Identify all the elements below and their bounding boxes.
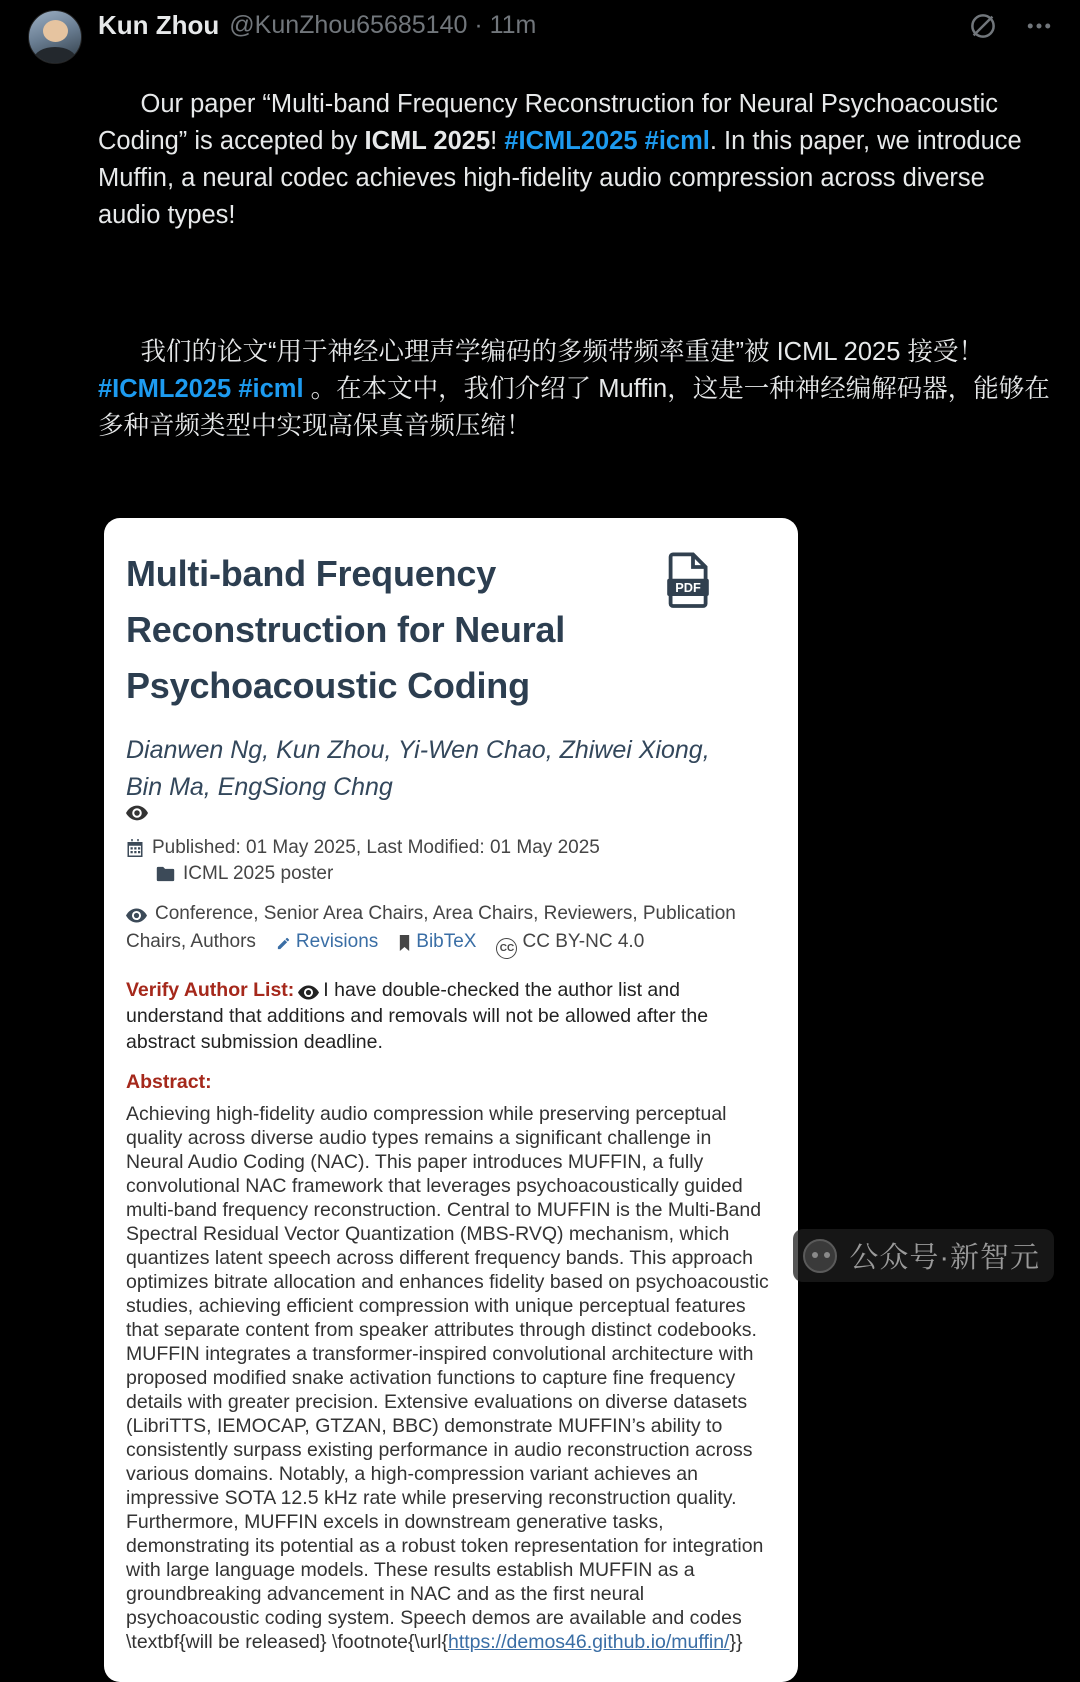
hashtag-icml[interactable]: #icml	[644, 127, 710, 155]
more-icon[interactable]	[1024, 11, 1054, 41]
tweet-text-english	[98, 49, 1054, 271]
grok-icon[interactable]	[968, 11, 998, 41]
author-handle-time[interactable]: @KunZhou65685140 · 11m	[229, 11, 537, 39]
folder-icon	[156, 866, 175, 882]
bookmark-icon	[398, 935, 411, 951]
venue-label: ICML 2025 poster	[183, 862, 334, 884]
tweet-text-run: 我们的论文“用于神经心理声学编码的多频带频率重建”被 ICML 2025 接受！	[140, 338, 984, 366]
cc-icon: CC	[496, 938, 517, 959]
space	[638, 127, 645, 155]
tweet-text-run: !	[490, 127, 505, 155]
watermark-text: 公众号·新智元	[849, 1242, 1040, 1274]
verify-eye-icon	[298, 985, 319, 1000]
authors-eye-icon[interactable]	[126, 805, 736, 821]
tweet-text-run: 。在本文中，我们介绍了 Muffin，这是一种神经编解码器，能够在多种音频类型中实现高保真音频压缩！	[98, 375, 1050, 440]
abstract-text	[126, 1102, 770, 1654]
hashtag-icml2025[interactable]: #ICML2025	[504, 127, 638, 155]
readers-eye-icon	[126, 908, 147, 923]
abstract-tail: }}	[729, 1630, 743, 1653]
pdf-icon-label: PDF	[675, 579, 701, 595]
paper-card[interactable]	[104, 518, 798, 1682]
license-link[interactable]	[496, 931, 644, 952]
tweet-text-chinese	[98, 297, 1054, 482]
demo-url-link[interactable]: https://demos46.github.io/muffin/	[447, 1630, 730, 1653]
readers-list: Conference, Senior Area Chairs, Area Chairs, Reviewers, Publication Chairs, Authors	[126, 902, 736, 952]
avatar[interactable]	[28, 10, 82, 64]
bibtex-label: BibTeX	[416, 930, 477, 952]
revisions-icon	[276, 936, 291, 951]
calendar-icon	[126, 839, 144, 857]
bibtex-link[interactable]	[398, 931, 476, 952]
verify-author-row	[126, 977, 770, 1055]
paper-title: Multi-band Frequency Reconstruction for Neural Psychoacoustic Coding	[126, 553, 566, 707]
author-name[interactable]: Kun Zhou	[98, 10, 220, 40]
revisions-link[interactable]	[276, 931, 378, 952]
xinzhiyuan-logo-icon	[803, 1239, 837, 1273]
verify-text: I have double-checked the author list and understand that additions and removals will not be allowed after the abstract submission deadline.	[126, 978, 709, 1053]
tweet-header	[98, 10, 1054, 41]
tweet-text-bold: ICML 2025	[364, 127, 491, 155]
publication-meta-row	[126, 837, 770, 888]
readers-row	[126, 900, 770, 959]
paper-authors[interactable]: Dianwen Ng, Kun Zhou, Yi-Wen Chao, Zhiwei Xiong, Bin Ma, EngSiong Chng	[126, 736, 710, 801]
abstract-body: Achieving high-fidelity audio compression while preserving perceptual quality across diverse audio types remains a significant challenge in Neural Audio Coding (NAC). This paper introduces MUFFIN, a fully convolutional NAC framework that leverages psychoacoustically guided multi-band frequency reconstruction. Central to MUFFIN is the Multi-Band Spectral Residual Vector Quantization (MBS-RVQ) mechanism, which quantizes latent speech across different frequency bands. This approach optimizes bitrate allocation and enhances fidelity based on psychoacoustic studies, achieving efficient compression with unique perceptual features that separate content from speaker attributes through distinct codebooks. MUFFIN integrates a transformer-inspired convolutional architecture with proposed modified snake activation functions to capture fine frequency details with greater precision. Extensive evaluations on diverse datasets (LibriTTS, IEMOCAP, GTZAN, BBC) demonstrate MUFFIN’s ability to consistently surpass existing performance in audio reconstruction across various domains. Notably, a high-compression variant achieves an impressive SOTA 12.5 kHz rate while preserving reconstruction quality. Furthermore, MUFFIN excels in downstream generative tasks, demonstrating its potential as a robust token representation for integration with large language models. These results establish MUFFIN as a groundbreaking advancement in NAC and as the first neural psychoacoustic coding system. Speech demos are available and codes \textbf{will be released} \footnote{\url{	[126, 1102, 769, 1653]
watermark	[793, 1229, 1054, 1282]
hashtag-icml2025-zh[interactable]: #ICML2025	[98, 375, 232, 403]
verify-label: Verify Author List:	[126, 978, 295, 1001]
abstract-label: Abstract:	[126, 1070, 212, 1093]
tweet-text-run: . In this paper, we introduce Muffin, a neural codec achieves high-fidelity audio compression across diverse audio types!	[98, 127, 1029, 229]
pdf-icon[interactable]	[664, 552, 712, 608]
tweet-text-run: Our paper “Multi-band Frequency Reconstruction for Neural Psychoacoustic Coding” is accepted by	[98, 90, 1006, 155]
published-dates: Published: 01 May 2025, Last Modified: 01 May 2025	[152, 836, 600, 858]
license-label: CC BY-NC 4.0	[522, 930, 645, 952]
hashtag-icml-zh[interactable]: #icml	[238, 375, 304, 403]
revisions-label: Revisions	[295, 930, 379, 952]
